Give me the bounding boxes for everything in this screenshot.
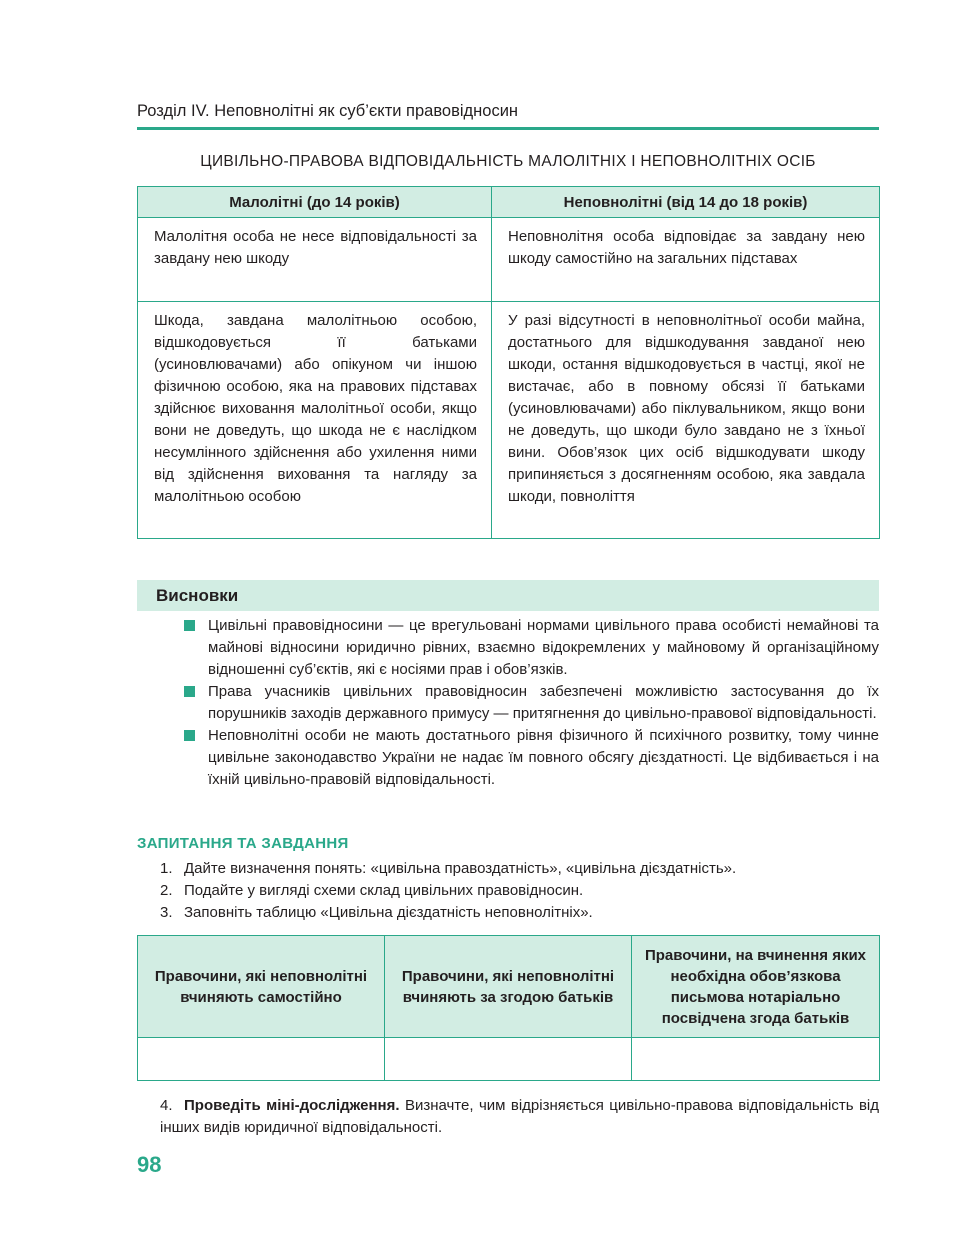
column-header-minors: Малолітні (до 14 років) bbox=[138, 187, 492, 218]
item-number: 4. bbox=[160, 1097, 173, 1114]
table-cell: Шкода, завдана малолітньою особою, відшкодовується її батьками (усиновлювачами) або опікуном чи іншою фізичною особою, яка на правових підставах здійснює виховання малолітньої особи, якщо вони не доведуть, що шкода не є наслідком несумлінного здійснення або ухилення ними від здійснення виховання та нагляду за малолітньою особою bbox=[138, 302, 492, 539]
questions-heading: ЗАПИТАННЯ ТА ЗАВДАННЯ bbox=[137, 835, 349, 852]
liability-table-title: ЦИВІЛЬНО-ПРАВОВА ВІДПОВІДАЛЬНІСТЬ МАЛОЛІТНІХ І НЕПОВНОЛІТНІХ ОСІБ bbox=[200, 153, 816, 170]
list-item bbox=[160, 880, 879, 902]
questions-list bbox=[160, 858, 879, 924]
table-row bbox=[138, 302, 880, 539]
capacity-table-header-row bbox=[138, 936, 880, 1038]
list-item bbox=[184, 615, 879, 681]
list-item bbox=[160, 858, 879, 880]
table-cell: Малолітня особа не несе відповідальності за завдану нею шкоду bbox=[138, 218, 492, 302]
question-text: Дайте визначення понять: «цивільна правоздатність», «цивільна дієздатність». bbox=[184, 860, 737, 877]
column-header-juveniles: Неповнолітні (від 14 до 18 років) bbox=[492, 187, 880, 218]
list-item bbox=[184, 725, 879, 791]
item-number: 2. bbox=[160, 882, 173, 899]
column-header-parental-consent: Правочини, які неповнолітні вчиняють за згодою батьків bbox=[385, 936, 632, 1038]
square-bullet-icon bbox=[184, 686, 195, 697]
capacity-table bbox=[137, 935, 880, 1081]
question-text: Заповніть таблицю «Цивільна дієздатність неповнолітніх». bbox=[184, 904, 593, 921]
page-number: 98 bbox=[137, 1152, 162, 1177]
conclusion-text: Права учасників цивільних правовідносин забезпечені можливістю застосування до їх порушників заходів державного примусу — притягнення до цивільно-правової відповідальності. bbox=[208, 683, 879, 722]
column-header-notarized-consent: Правочини, на вчинення яких необхідна обов’язкова письмова нотаріально посвідчена згода батьків bbox=[632, 936, 880, 1038]
chapter-header: Розділ IV. Неповнолітні як суб’єкти правовідносин bbox=[137, 102, 519, 120]
list-item bbox=[184, 681, 879, 725]
empty-cell bbox=[385, 1038, 632, 1081]
conclusions-heading: Висновки bbox=[137, 580, 879, 611]
task-4 bbox=[160, 1095, 879, 1139]
square-bullet-icon bbox=[184, 620, 195, 631]
conclusions-list bbox=[184, 615, 879, 791]
conclusion-text: Цивільні правовідносини — це врегульовані нормами цивільного права особисті немайнові та майнові відносини юридично рівних, взаємно відокремлених у майновому й організаційному відношенні суб’єктів, які є носіями прав і обов’язків. bbox=[208, 617, 879, 678]
column-header-independent: Правочини, які неповнолітні вчиняють самостійно bbox=[138, 936, 385, 1038]
table-row bbox=[138, 218, 880, 302]
table-cell: У разі відсутності в неповнолітньої особи майна, достатнього для відшкодування завданої нею шкоди, остання відшкодовується в частці, якої не вистачає, або в повному обсязі її батьками (усиновлювачами) або піклувальником, якщо вони не доведуть, що шкоди було завдано не з їхньої вини. Обов’язок цих осіб відшкодувати шкоду припиняється з досягненням особою, яка завдала шкоди, повноліття bbox=[492, 302, 880, 539]
question-text: Подайте у вигляді схеми склад цивільних правовідносин. bbox=[184, 882, 584, 899]
item-number: 1. bbox=[160, 860, 173, 877]
table-row bbox=[138, 1038, 880, 1081]
task-4-text: Визначте, чим відрізняється цивільно-правова відповідальність від інших видів юридичної відповідальності. bbox=[160, 1097, 880, 1136]
list-item bbox=[160, 902, 879, 924]
task-4-bold: Проведіть міні-дослідження. bbox=[184, 1097, 400, 1114]
table-cell: Неповнолітня особа відповідає за завдану нею шкоду самостійно на загальних підставах bbox=[492, 218, 880, 302]
empty-cell bbox=[138, 1038, 385, 1081]
liability-table-header-row bbox=[138, 187, 880, 218]
conclusion-text: Неповнолітні особи не мають достатнього рівня фізичного й психічного розвитку, тому чинне цивільне законодавство України не надає їм повного обсягу дієздатності. Це відбивається і на їхній цивільно-правовій відповідальності. bbox=[208, 727, 879, 788]
header-divider bbox=[137, 127, 879, 130]
liability-table bbox=[137, 186, 880, 539]
square-bullet-icon bbox=[184, 730, 195, 741]
item-number: 3. bbox=[160, 904, 173, 921]
empty-cell bbox=[632, 1038, 880, 1081]
